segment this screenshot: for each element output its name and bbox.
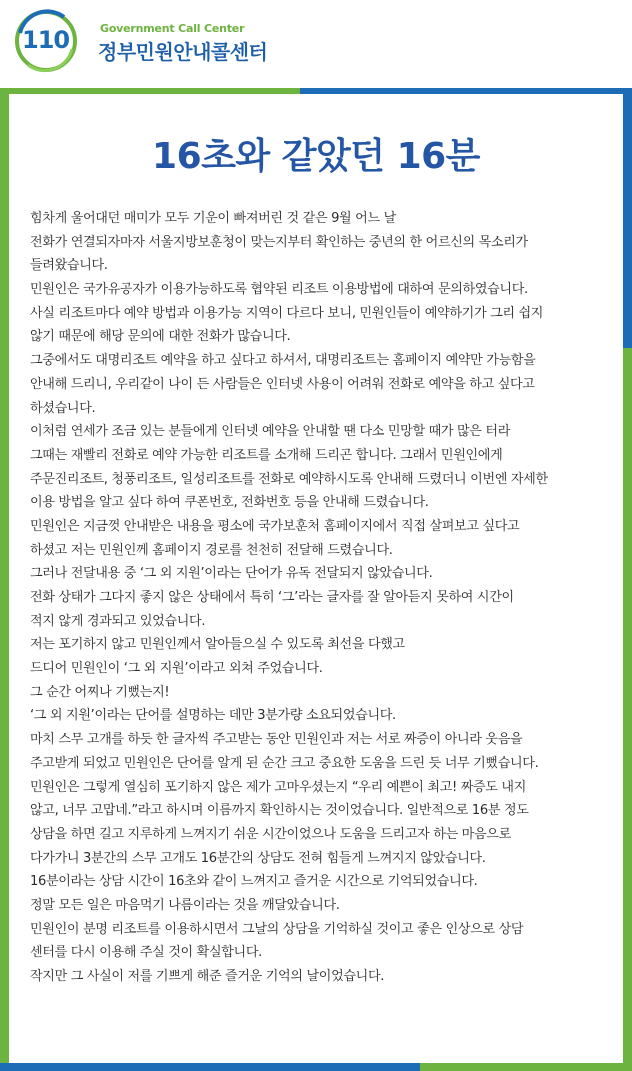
frame-left-bar bbox=[0, 88, 9, 1071]
body-line: 16분이라는 상담 시간이 16초와 같이 느껴지고 즐거운 시간으로 기억되었습니다. bbox=[30, 874, 478, 890]
body-line: 민원인은 그렇게 열심히 포기하지 않은 제가 고마우셨는지 “우리 예쁜이 최고! 짜증도 내지 bbox=[30, 779, 527, 795]
body-line: 주문진리조트, 청풍리조트, 일성리조트를 전화로 예약하시도록 안내해 드렸더니 이번엔 자세한 bbox=[30, 471, 548, 487]
frame-right-accent bbox=[623, 88, 632, 348]
body-line: 민원인이 분명 리조트를 이용하시면서 그날의 상담을 기억하실 것이고 좋은 인상으로 상담 bbox=[30, 921, 524, 937]
body-line: 그중에서도 대명리조트 예약을 하고 싶다고 하셔서, 대명리조트는 홈페이지 예약만 가능함을 bbox=[30, 353, 536, 369]
frame-bottom-accent bbox=[0, 1063, 420, 1071]
body-line: 그 순간 어찌나 기뻤는지! bbox=[30, 684, 170, 700]
body-line: 들려왔습니다. bbox=[30, 258, 108, 274]
body-line: ‘그 외 지원’이라는 단어를 설명하는 데만 3분가량 소요되었습니다. bbox=[30, 708, 396, 724]
story-body bbox=[30, 207, 620, 989]
page-title: 16초와 같았던 16분 bbox=[152, 136, 480, 177]
body-line: 작지만 그 사실이 저를 기쁘게 해준 즐거운 기억의 날이었습니다. bbox=[30, 969, 385, 984]
body-line: 그러나 전달내용 중 ‘그 외 지원’이라는 단어가 유독 전달되지 않았습니다. bbox=[30, 566, 433, 582]
body-line: 않고, 너무 고맙네.”라고 하시며 이름까지 확인하시는 것이었습니다. 일반적으로 16분 정도 bbox=[30, 803, 529, 819]
body-line: 적지 않게 경과되고 있었습니다. bbox=[30, 613, 206, 629]
body-line: 하셨습니다. bbox=[30, 400, 96, 416]
body-line: 저는 포기하지 않고 민원인께서 알아들으실 수 있도록 최선을 다했고 bbox=[30, 637, 405, 653]
body-line: 마치 스무 고개를 하듯 한 글자씩 주고받는 동안 민원인과 저는 서로 짜증이 아니라 웃음을 bbox=[30, 732, 523, 748]
body-line: 안내해 드리니, 우리같이 나이 든 사람들은 인터넷 사용이 어려워 전화로 예약을 하고 싶다고 bbox=[30, 376, 535, 392]
body-line: 하셨고 저는 민원인께 홈페이지 경로를 천천히 전달해 드렸습니다. bbox=[30, 542, 393, 558]
org-name-korean: 정부민원안내콜센터 bbox=[98, 40, 268, 64]
frame-top-accent bbox=[0, 88, 300, 94]
body-line: 전화가 연결되자마자 서울지방보훈청이 맞는지부터 확인하는 중년의 한 어르신의 목소리가 bbox=[30, 234, 528, 250]
header bbox=[0, 0, 632, 88]
body-line: 드디어 민원인이 ‘그 외 지원’이라고 외쳐 주었습니다. bbox=[30, 661, 323, 677]
body-line: 민원인은 지금껏 안내받은 내용을 평소에 국가보훈처 홈페이지에서 직접 살펴보고 싶다고 bbox=[30, 518, 520, 534]
body-line: 민원인은 국가유공자가 이용가능하도록 협약된 리조트 이용방법에 대하여 문의하였습니다. bbox=[30, 282, 528, 298]
body-line: 않기 때문에 해당 문의에 대한 전화가 많습니다. bbox=[30, 329, 291, 345]
body-line: 이처럼 연세가 조금 있는 분들에게 인터넷 예약을 안내할 땐 다소 민망할 때가 많은 터라 bbox=[30, 424, 511, 440]
body-line: 사실 리조트마다 예약 방법과 이용가능 지역이 다르다 보니, 민원인들이 예약하기가 그리 쉽지 bbox=[30, 305, 544, 321]
logo-number: 110 bbox=[22, 26, 70, 54]
body-line: 정말 모든 일은 마음먹기 나름이라는 것을 깨달았습니다. bbox=[30, 897, 340, 913]
org-name-english: Government Call Center bbox=[100, 22, 245, 35]
body-line: 이용 방법을 알고 싶다 하여 쿠폰번호, 전화번호 등을 안내해 드렸습니다. bbox=[30, 495, 429, 511]
body-line: 센터를 다시 이용해 주실 것이 확실합니다. bbox=[30, 945, 262, 961]
body-line: 그때는 재빨리 전화로 예약 가능한 리조트를 소개해 드리곤 합니다. 그래서 민원인에게 bbox=[30, 447, 503, 463]
body-line: 힘차게 울어대던 매미가 모두 기운이 빠져버린 것 같은 9월 어느 날 bbox=[30, 211, 396, 226]
body-line: 전화 상태가 그다지 좋지 않은 상태에서 특히 ‘그’라는 글자를 잘 알아듣지 못하여 시간이 bbox=[30, 590, 514, 605]
body-line: 주고받게 되었고 민원인은 단어를 알게 된 순간 크고 중요한 도움을 드린 듯 너무 기뻤습니다. bbox=[30, 755, 539, 771]
body-line: 다가가니 3분간의 스무 고개도 16분간의 상담도 전혀 힘들게 느껴지지 않았습니다. bbox=[30, 850, 486, 866]
body-line: 상담을 하면 길고 지루하게 느껴지기 쉬운 시간이었으나 도움을 드리고자 하는 마음으로 bbox=[30, 826, 511, 842]
